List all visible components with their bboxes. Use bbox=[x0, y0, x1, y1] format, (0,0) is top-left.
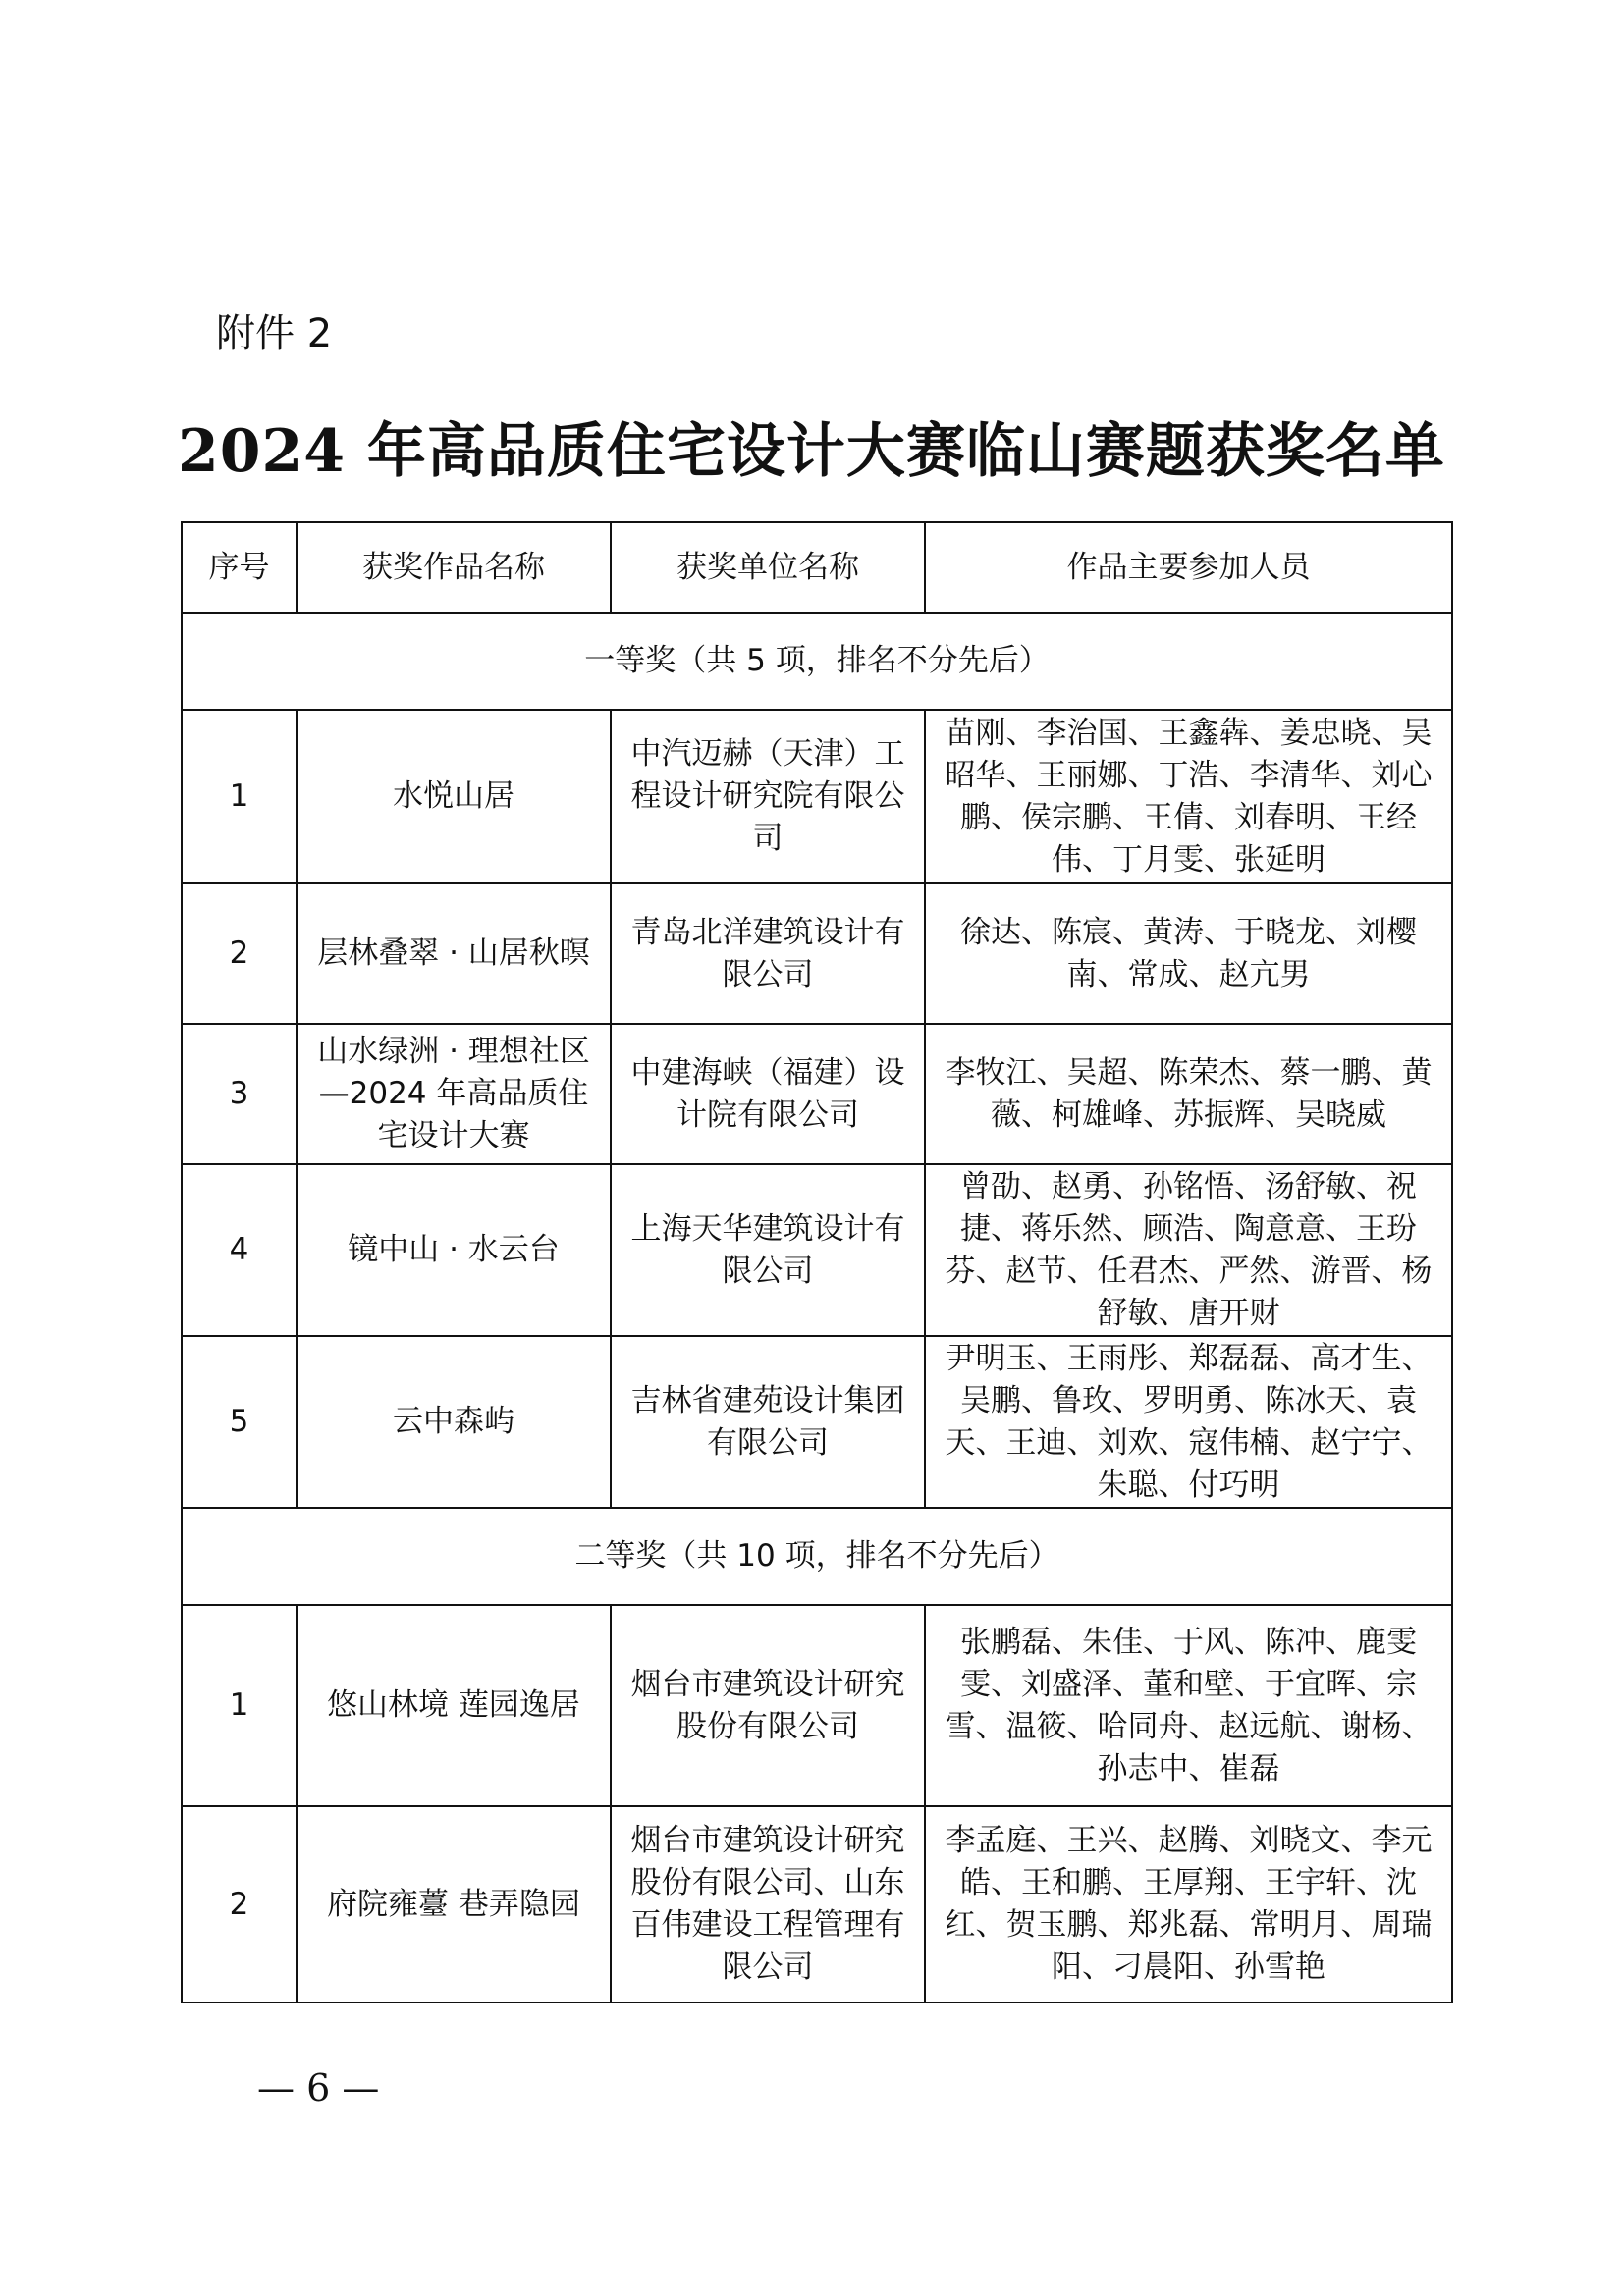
row-people: 张鹏磊、朱佳、于风、陈冲、鹿雯雯、刘盛泽、董和壁、于宜晖、宗雪、温筱、哈同舟、赵远航、谢杨、孙志中、崔磊 bbox=[925, 1605, 1452, 1806]
table-row bbox=[182, 1336, 1452, 1508]
row-no: 5 bbox=[182, 1336, 297, 1508]
row-people: 李孟庭、王兴、赵腾、刘晓文、李元皓、王和鹏、王厚翔、王宇轩、沈红、贺玉鹏、郑兆磊、常明月、周瑞阳、刁晨阳、孙雪艳 bbox=[925, 1806, 1452, 2002]
table-row bbox=[182, 883, 1452, 1024]
row-no: 3 bbox=[182, 1024, 297, 1164]
table-header-row bbox=[182, 522, 1452, 613]
row-work: 水悦山居 bbox=[297, 710, 611, 883]
table-row bbox=[182, 1024, 1452, 1164]
row-org: 烟台市建筑设计研究股份有限公司 bbox=[611, 1605, 925, 1806]
table-row bbox=[182, 1164, 1452, 1336]
row-org: 上海天华建筑设计有限公司 bbox=[611, 1164, 925, 1336]
table-row bbox=[182, 710, 1452, 883]
row-work: 山水绿洲 · 理想社区—2024 年高品质住宅设计大赛 bbox=[297, 1024, 611, 1164]
row-org: 中建海峡（福建）设计院有限公司 bbox=[611, 1024, 925, 1164]
section-second-prize bbox=[182, 1508, 1452, 1605]
row-no: 2 bbox=[182, 883, 297, 1024]
attachment-label: 附件 2 bbox=[216, 311, 333, 356]
row-work: 悠山林境 莲园逸居 bbox=[297, 1605, 611, 1806]
row-work: 层林叠翠 · 山居秋暝 bbox=[297, 883, 611, 1024]
header-people: 作品主要参加人员 bbox=[925, 522, 1452, 613]
row-org: 烟台市建筑设计研究股份有限公司、山东百伟建设工程管理有限公司 bbox=[611, 1806, 925, 2002]
row-people: 曾劭、赵勇、孙铭悟、汤舒敏、祝捷、蒋乐然、顾浩、陶意意、王玢芬、赵节、任君杰、严然、游晋、杨舒敏、唐开财 bbox=[925, 1164, 1452, 1336]
row-no: 1 bbox=[182, 1605, 297, 1806]
row-no: 1 bbox=[182, 710, 297, 883]
row-org: 吉林省建苑设计集团有限公司 bbox=[611, 1336, 925, 1508]
row-people: 尹明玉、王雨彤、郑磊磊、高才生、吴鹏、鲁玫、罗明勇、陈冰天、袁天、王迪、刘欢、寇伟楠、赵宁宁、朱聪、付巧明 bbox=[925, 1336, 1452, 1508]
row-work: 府院雍薹 巷弄隐园 bbox=[297, 1806, 611, 2002]
row-org: 青岛北洋建筑设计有限公司 bbox=[611, 883, 925, 1024]
row-people: 苗刚、李治国、王鑫犇、姜忠晓、吴昭华、王丽娜、丁浩、李清华、刘心鹏、侯宗鹏、王倩、刘春明、王经伟、丁月雯、张延明 bbox=[925, 710, 1452, 883]
row-people: 徐达、陈宸、黄涛、于晓龙、刘樱南、常成、赵亢男 bbox=[925, 883, 1452, 1024]
section-label: 一等奖（共 5 项，排名不分先后） bbox=[182, 613, 1452, 710]
row-work: 云中森屿 bbox=[297, 1336, 611, 1508]
header-no: 序号 bbox=[182, 522, 297, 613]
document-title: 2024 年高品质住宅设计大赛临山赛题获奖名单 bbox=[178, 417, 1445, 486]
row-org: 中汽迈赫（天津）工程设计研究院有限公司 bbox=[611, 710, 925, 883]
row-people: 李牧江、吴超、陈荣杰、蔡一鹏、黄薇、柯雄峰、苏振辉、吴晓威 bbox=[925, 1024, 1452, 1164]
table-row bbox=[182, 1806, 1452, 2002]
row-work: 镜中山 · 水云台 bbox=[297, 1164, 611, 1336]
header-work: 获奖作品名称 bbox=[297, 522, 611, 613]
table-row bbox=[182, 1605, 1452, 1806]
awards-table bbox=[181, 521, 1453, 2003]
section-first-prize bbox=[182, 613, 1452, 710]
header-org: 获奖单位名称 bbox=[611, 522, 925, 613]
row-no: 4 bbox=[182, 1164, 297, 1336]
row-no: 2 bbox=[182, 1806, 297, 2002]
page-number: — 6 — bbox=[257, 2066, 380, 2109]
section-label: 二等奖（共 10 项，排名不分先后） bbox=[182, 1508, 1452, 1605]
